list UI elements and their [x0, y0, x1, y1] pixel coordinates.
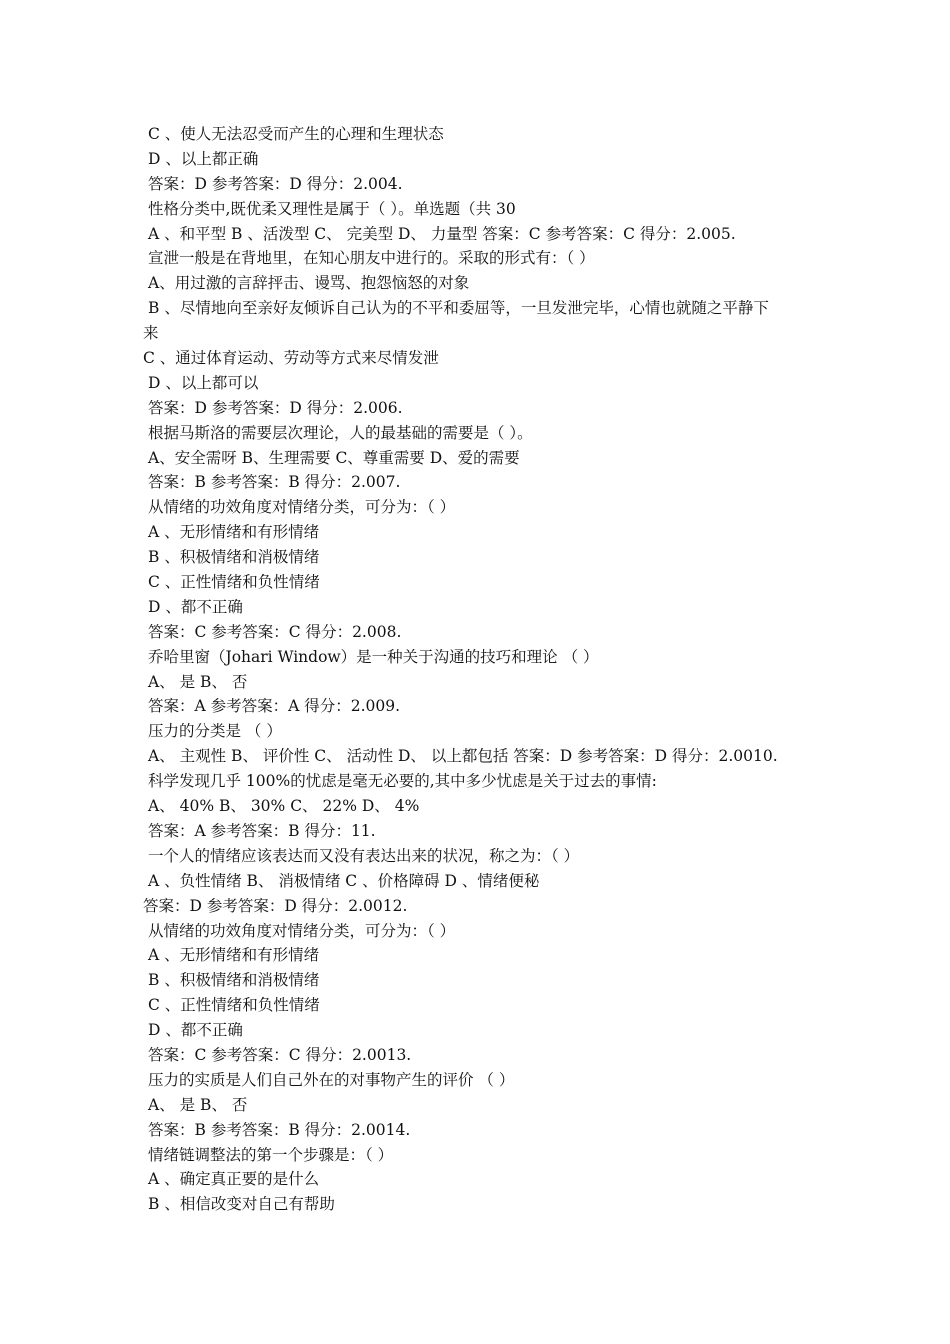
text-line: 来 [143, 324, 159, 343]
text-line: 答案：A 参考答案：A 得分：2.009. [148, 697, 401, 716]
text-line: 答案：B 参考答案：B 得分：2.0014. [148, 1120, 411, 1139]
text-line: 根据马斯洛的需要层次理论，人的最基础的需要是（ ）。 [148, 423, 533, 442]
text-line: 科学发现几乎 100%的忧虑是毫无必要的,其中多少忧虑是关于过去的事情: [148, 772, 657, 791]
text-line: C 、通过体育运动、劳动等方式来尽情发泄 [143, 349, 439, 368]
text-line: 性格分类中,既优柔又理性是属于（ ）。单选题（共 30 [148, 199, 516, 218]
text-line: A 、无形情绪和有形情绪 [148, 523, 320, 542]
text-line: B 、尽情地向至亲好友倾诉自己认为的不平和委屈等，一旦发泄完毕，心情也就随之平静下 [148, 299, 769, 318]
text-line: 宣泄一般是在背地里，在知心朋友中进行的。采取的形式有：（ ） [148, 249, 595, 268]
text-line: D 、都不正确 [148, 597, 243, 616]
text-line: A 、负性情绪 B、 消极情绪 C 、价格障碍 D 、情绪便秘 [148, 871, 540, 890]
text-line: 答案：D 参考答案：D 得分：2.0012. [143, 896, 408, 915]
text-line: B 、相信改变对自己有帮助 [148, 1195, 335, 1214]
text-line: 答案：A 参考答案：B 得分：11. [148, 821, 376, 840]
text-line: A、 主观性 B、 评价性 C、 活动性 D、 以上都包括 答案：D 参考答案：D 得分：2.0010. [148, 747, 778, 766]
text-line: B 、积极情绪和消极情绪 [148, 971, 320, 990]
text-line: A、用过激的言辞抨击、谩骂、抱怨恼怒的对象 [148, 274, 470, 293]
text-line: D 、都不正确 [148, 1021, 243, 1040]
text-line: 答案：C 参考答案：C 得分：2.0013. [148, 1045, 412, 1064]
text-line: 情绪链调整法的第一个步骤是：（ ） [148, 1145, 394, 1164]
text-line: 答案：D 参考答案：D 得分：2.006. [148, 398, 403, 417]
text-line: 乔哈里窗（Johari Window）是一种关于沟通的技巧和理论 （ ） [148, 647, 599, 666]
text-line: B 、积极情绪和消极情绪 [148, 548, 320, 567]
text-line: D 、以上都正确 [148, 149, 259, 168]
text-line: 从情绪的功效角度对情绪分类，可分为：（ ） [148, 921, 456, 940]
text-line: D 、以上都可以 [148, 373, 259, 392]
text-line: 压力的实质是人们自己外在的对事物产生的评价 （ ） [148, 1070, 515, 1089]
text-line: A 、无形情绪和有形情绪 [148, 946, 320, 965]
text-line: C 、使人无法忍受而产生的心理和生理状态 [148, 125, 444, 143]
text-line: A 、确定真正要的是什么 [148, 1170, 320, 1189]
text-line: 从情绪的功效角度对情绪分类，可分为：（ ） [148, 498, 456, 517]
text-line: A、 40% B、 30% C、 22% D、 4% [148, 797, 420, 816]
text-line: 答案：D 参考答案：D 得分：2.004. [148, 174, 403, 193]
document-body [143, 122, 823, 1217]
text-line: 压力的分类是 （ ） [148, 722, 282, 741]
text-line: C 、正性情绪和负性情绪 [148, 573, 320, 592]
text-line: A 、和平型 B 、活泼型 C、 完美型 D、 力量型 答案：C 参考答案：C 得分：2.005. [148, 224, 736, 243]
text-line: 一个人的情绪应该表达而又没有表达出来的状况，称之为：（ ） [148, 846, 580, 865]
text-line: A、 是 B、 否 [148, 672, 248, 691]
text-line: 答案：C 参考答案：C 得分：2.008. [148, 622, 402, 641]
text-line: 答案：B 参考答案：B 得分：2.007. [148, 473, 401, 492]
text-line: A、 是 B、 否 [148, 1095, 248, 1114]
text-line: A、安全需呀 B、生理需要 C、尊重需要 D、爱的需要 [148, 448, 520, 467]
text-line: C 、正性情绪和负性情绪 [148, 996, 320, 1015]
